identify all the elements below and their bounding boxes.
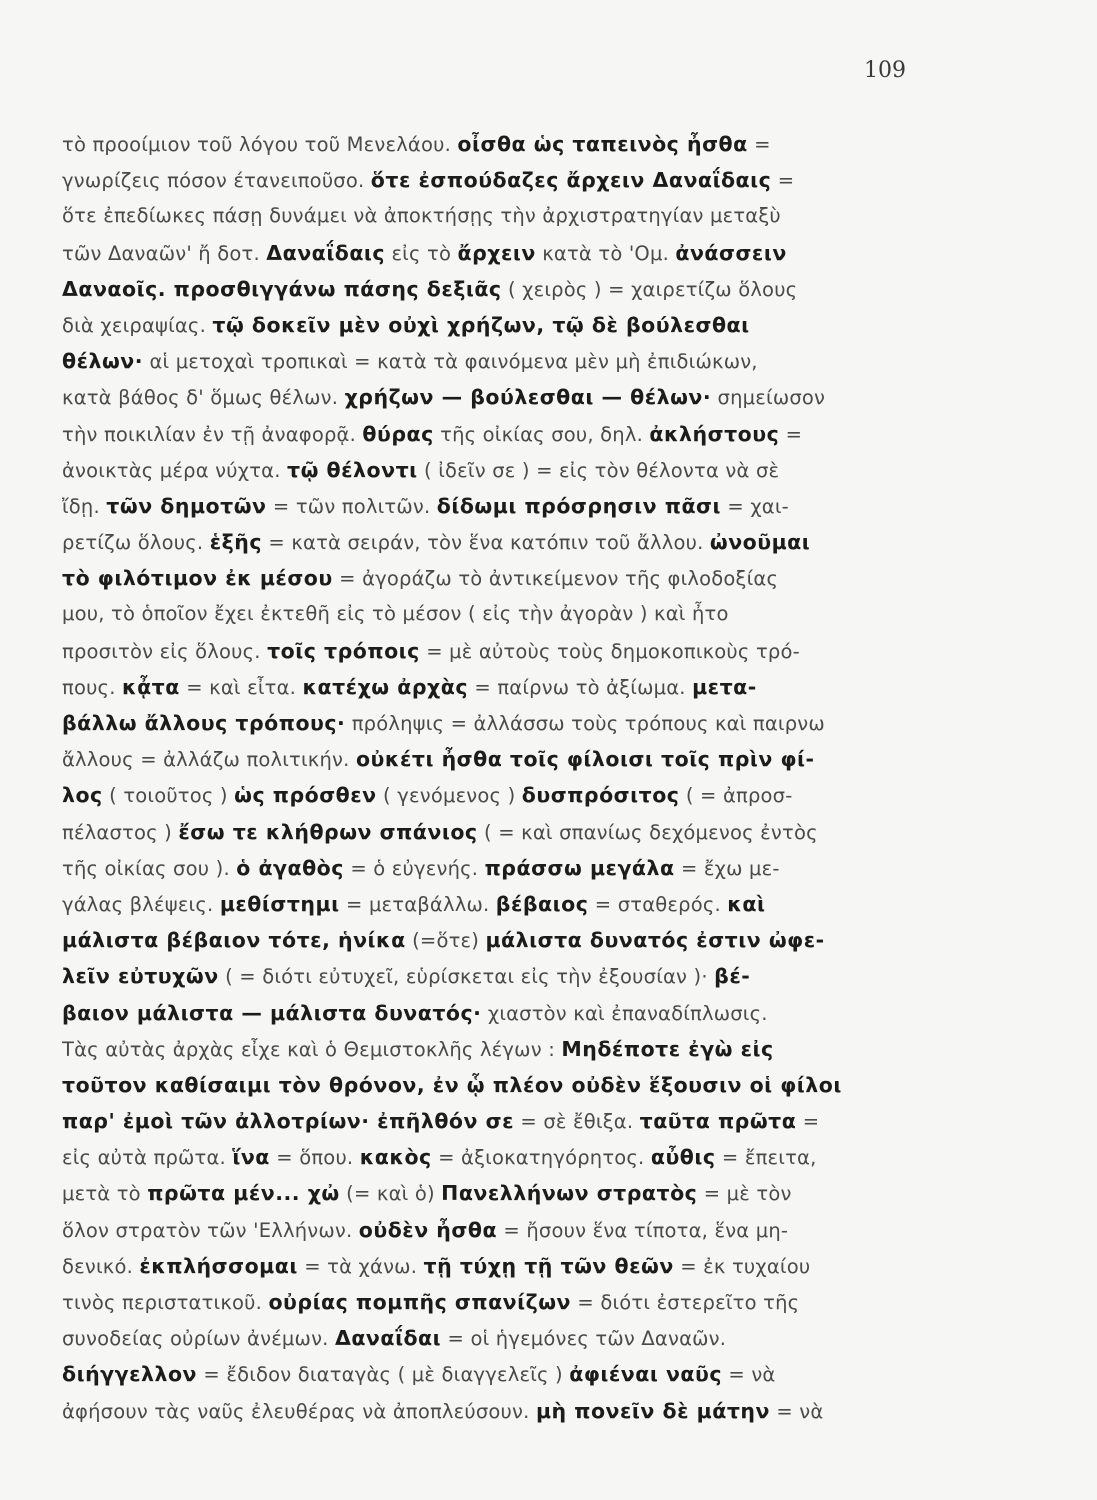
lemma-term: ὡς πρόσθεν [234, 783, 377, 808]
gloss-text: = ἤσουν ἕνα τίποτα, ἕνα μη- [497, 1218, 789, 1242]
gloss-text: τῆς οἰκίας σου ). [62, 856, 237, 880]
gloss-text: ὅλον στρατὸν τῶν 'Ελλήνων. [62, 1218, 359, 1242]
gloss-text: δενικό. [62, 1254, 140, 1278]
text-line [62, 1320, 910, 1356]
lemma-term: Πανελλήνων στρατὸς [441, 1181, 698, 1206]
text-line [62, 235, 910, 271]
commentary-text [62, 126, 910, 1429]
text-line [62, 814, 910, 850]
text-line [62, 1356, 910, 1392]
gloss-text: πους. [62, 675, 122, 699]
lemma-term: τῷ θέλοντι [287, 457, 418, 482]
text-line [62, 1393, 910, 1429]
lemma-term: Δαναΐδαις [266, 240, 386, 265]
lemma-term: ὅτε ἐσπούδαζες ἄρχειν Δαναΐδαις [370, 168, 772, 193]
lemma-term: θέλων· [62, 349, 144, 374]
lemma-term: δυσπρόσιτος [521, 783, 680, 808]
lemma-term: βάλλω ἄλλους τρόπους· [62, 711, 346, 735]
lemma-term: πράσσω μεγάλα [484, 855, 675, 880]
gloss-text: = καὶ εἶτα. [179, 675, 303, 699]
lemma-term: ἑξῆς [209, 530, 262, 555]
gloss-text: = τὰ χάνω. [297, 1254, 424, 1278]
lemma-term: πρῶτα μέν... χὠ [147, 1181, 340, 1206]
text-line [62, 777, 910, 813]
text-line [62, 922, 910, 958]
lemma-term: τῷ δοκεῖν μὲν οὐχὶ χρήζων, τῷ δὲ βούλεσθαι [212, 312, 750, 337]
gloss-text: = νὰ [769, 1399, 824, 1423]
gloss-text: ( = ἀπροσ- [679, 784, 793, 808]
gloss-text: διὰ χειραψίας. [62, 313, 213, 337]
gloss-text: πρόληψις = ἀλλάσσω τοὺς τρόπους καὶ παιρνω [345, 712, 825, 735]
lemma-term: τοῖς τρόποις [267, 638, 420, 663]
text-line [62, 1139, 910, 1175]
gloss-text: μετὰ τὸ [62, 1182, 148, 1206]
text-line [62, 1067, 910, 1103]
lemma-term: ἀφιέναι ναῦς [569, 1362, 722, 1387]
text-line [62, 1031, 910, 1067]
gloss-text: = ὁ εὐγενής. [343, 856, 485, 880]
lemma-term: Μηδέποτε ἐγὼ εἰς [561, 1036, 774, 1061]
text-line [62, 488, 910, 524]
lemma-term: ὠνοῦμαι [709, 530, 811, 555]
lemma-term: κακὸς [359, 1145, 432, 1170]
gloss-text: ἄλλους = ἀλλάζω πολιτικήν. [62, 748, 356, 772]
text-line [62, 1175, 910, 1211]
text-line [62, 741, 910, 777]
gloss-text: = ὅπου. [269, 1146, 360, 1170]
gloss-text: = διότι ἐστερεῖτο τῆς [571, 1291, 800, 1314]
gloss-text: ( = διότι εὐτυχεῖ, εὑρίσκεται εἰς τὴν ἐξουσίαν )· [218, 965, 715, 989]
lemma-term: Δαναοῖς. προσθιγγάνω πάσης δεξιᾶς [62, 276, 502, 301]
gloss-text: τὴν ποικιλίαν ἐν τῇ ἀναφορᾷ. [62, 422, 363, 446]
text-line [62, 307, 910, 343]
lemma-term: μετα- [692, 674, 757, 699]
gloss-text: = μὲ τὸν [697, 1182, 792, 1206]
text-line [62, 669, 910, 705]
lemma-term: δίδωμι πρόσρησιν πᾶσι [436, 493, 721, 518]
text-line [62, 596, 910, 632]
gloss-text: ( ἰδεῖν σε ) = εἰς τὸν θέλοντα νὰ σὲ [417, 458, 780, 482]
lemma-term: καὶ [727, 891, 766, 916]
gloss-text: = χαι- [720, 494, 789, 518]
gloss-text: (=ὅτε) [405, 929, 486, 953]
gloss-text: προσιτὸν εἰς ὅλους. [62, 639, 268, 663]
gloss-text: = μὲ αὐτοὺς τοὺς δημοκοπικοὺς τρό- [419, 639, 800, 663]
lemma-term: οἶσθα ὡς ταπεινὸς ἦσθα [457, 132, 748, 156]
lemma-term: λος [62, 783, 103, 808]
lemma-term: μὴ πονεῖν δὲ μάτην [535, 1398, 770, 1423]
gloss-text: τὸ προοίμιον τοῦ λόγου τοῦ Μενελάου. [62, 133, 458, 156]
lemma-term: αὖθις [650, 1145, 716, 1170]
gloss-text: = τῶν πολιτῶν. [266, 494, 437, 518]
gloss-text: = μεταβάλλω. [339, 892, 496, 916]
gloss-text: = παίρνω τὸ ἀξίωμα. [467, 675, 693, 699]
text-line [62, 1284, 910, 1320]
gloss-text: = κατὰ σειράν, τὸν ἕνα κατόπιν τοῦ ἄλλου. [262, 531, 710, 555]
gloss-text: τῶν Δαναῶν' ἤ δοτ. [62, 241, 267, 265]
text-line [62, 1103, 910, 1139]
gloss-text: εἰς τὸ [385, 241, 458, 265]
gloss-text: κατὰ βάθος δ' ὅμως θέλων. [62, 386, 345, 410]
text-line [62, 416, 910, 452]
lemma-term: οὐδὲν ἦσθα [358, 1217, 498, 1242]
gloss-text: = ἐκ τυχαίου [673, 1254, 811, 1278]
lemma-term: βέβαιος [495, 891, 589, 916]
gloss-text: = [771, 169, 795, 193]
text-line [62, 850, 910, 886]
lemma-term: μάλιστα δυνατός ἐστιν ὠφε- [485, 928, 825, 953]
text-line [62, 126, 910, 162]
lemma-term: ὁ ἀγαθὸς [236, 855, 344, 880]
lemma-term: λεῖν εὐτυχῶν [62, 964, 219, 989]
page-number: 109 [864, 58, 906, 83]
text-line [62, 995, 910, 1031]
lemma-term: ἀκλήστους [649, 421, 780, 446]
gloss-text: = [747, 133, 771, 156]
gloss-text: ( χειρὸς ) = χαιρετίζω ὅλους [501, 277, 798, 301]
gloss-text: κατὰ τὸ 'Ομ. [535, 241, 676, 265]
text-line [62, 271, 910, 307]
gloss-text: = σταθερός. [588, 892, 728, 916]
gloss-text: (= καὶ ὁ) [339, 1182, 442, 1206]
gloss-text: ( τοιοῦτος ) [102, 784, 235, 808]
gloss-text: = σὲ ἔθιξα. [514, 1110, 640, 1134]
text-line [62, 343, 910, 379]
gloss-text: ὅτε ἐπεδίωκες πάσῃ δυνάμει νὰ ἀποκτήσῃς τὴν ἀρχιστρατηγίαν μεταξὺ [62, 204, 781, 228]
gloss-text: = [796, 1110, 820, 1134]
gloss-text: ρετίζω ὅλους. [62, 531, 210, 555]
lemma-term: ἔσω τε κλήθρων σπάνιος [178, 819, 478, 844]
text-line [62, 633, 910, 669]
lemma-term: θύρας [362, 421, 434, 446]
lemma-term: διήγγελλον [62, 1362, 197, 1387]
lemma-term: οὐρίας πομπῆς σπανίζων [268, 1290, 572, 1314]
lemma-term: ἐκπλήσσομαι [139, 1253, 298, 1278]
lemma-term: ταῦτα πρῶτα [639, 1109, 797, 1134]
lemma-term: μεθίστημι [219, 891, 340, 916]
lemma-term: ἀνάσσειν [675, 240, 787, 265]
lemma-term: τὸ φιλότιμον ἐκ μέσου [62, 566, 333, 591]
gloss-text: = ἔχω με- [674, 856, 780, 880]
lemma-term: τοῦτον καθίσαιμι τὸν θρόνον, ἐν ᾧ πλέον οὐδὲν ἕξουσιν οἱ φίλοι [62, 1072, 842, 1097]
gloss-text: μου, τὸ ὁποῖον ἔχει ἐκτεθῆ εἰς τὸ μέσον ( εἰς τὴν ἀγορὰν ) καὶ ἦτο [62, 602, 729, 626]
lemma-term: βαιον μάλιστα — μάλιστα δυνατός· [62, 1000, 482, 1025]
gloss-text: πέλαστος ) [62, 820, 179, 844]
text-line [62, 1212, 910, 1248]
gloss-text: ἀφήσουν τὰς ναῦς ἐλευθέρας νὰ ἀποπλεύσουν. [62, 1399, 536, 1423]
gloss-text: τῆς οἰκίας σου, δηλ. [433, 422, 650, 446]
lemma-term: ἄρχειν [457, 240, 536, 265]
lemma-term: κᾆτα [122, 674, 180, 699]
text-line [62, 1248, 910, 1284]
lemma-term: κατέχω ἀρχὰς [302, 674, 468, 699]
gloss-text: χιαστὸν καὶ ἐπαναδίπλωσις. [481, 1001, 768, 1025]
gloss-text: αἱ μετοχαὶ τροπικαὶ = κατὰ τὰ φαινόμενα μὲν μὴ ἐπιδιώκων, [143, 350, 758, 374]
lemma-term: βέ- [714, 964, 751, 989]
gloss-text: = ἔπειτα, [715, 1146, 817, 1170]
text-line [62, 524, 910, 560]
gloss-text: Τὰς αὐτὰς ἀρχὰς εἶχε καὶ ὁ Θεμιστοκλῆς λέγων : [62, 1037, 562, 1061]
lemma-term: τῇ τύχῃ τῇ τῶν θεῶν [423, 1253, 674, 1278]
gloss-text: γάλας βλέψεις. [62, 892, 220, 916]
text-line [62, 198, 910, 234]
gloss-text: = ἀξιοκατηγόρητος. [431, 1146, 651, 1170]
text-line [62, 958, 910, 994]
gloss-text: εἰς αὐτὰ πρῶτα. [62, 1146, 233, 1170]
text-line [62, 560, 910, 596]
lemma-term: ἵνα [232, 1145, 270, 1170]
text-line [62, 705, 910, 741]
gloss-text: γνωρίζεις πόσον έτανειποῦσο. [62, 169, 371, 193]
gloss-text: σημείωσον [711, 386, 826, 410]
gloss-text: ( γενόμενος ) [376, 784, 522, 808]
gloss-text: = οἱ ἡγεμόνες τῶν Δαναῶν. [441, 1327, 727, 1351]
gloss-text: = ἀγοράζω τὸ ἀντικείμενον τῆς φιλοδοξίας [332, 567, 779, 591]
text-line [62, 162, 910, 198]
gloss-text: = [779, 422, 803, 446]
gloss-text: τινὸς περιστατικοῦ. [62, 1291, 269, 1314]
lemma-term: οὐκέτι ἦσθα τοῖς φίλοισι τοῖς πρὶν φί- [355, 747, 815, 772]
gloss-text: ( = καὶ σπανίως δεχόμενος ἐντὸς [477, 820, 818, 844]
lemma-term: παρ' ἐμοὶ τῶν ἀλλοτρίων· ἐπῆλθόν σε [62, 1109, 514, 1134]
lemma-term: τῶν δημοτῶν [106, 493, 267, 518]
text-line [62, 886, 910, 922]
gloss-text: συνοδείας οὐρίων ἀνέμων. [62, 1327, 335, 1351]
gloss-text: ἴδῃ. [62, 494, 107, 518]
lemma-term: Δαναΐδαι [334, 1326, 442, 1351]
lemma-term: μάλιστα βέβαιον τότε, ἡνίκα [62, 928, 406, 953]
text-line [62, 379, 910, 415]
lemma-term: χρήζων — βούλεσθαι — θέλων· [344, 385, 712, 410]
gloss-text: ἀνοικτὰς μέρα νύχτα. [62, 458, 288, 482]
gloss-text: = νὰ [722, 1363, 776, 1387]
gloss-text: = ἔδιδον διαταγὰς ( μὲ διαγγελεῖς ) [197, 1363, 570, 1387]
text-line [62, 452, 910, 488]
